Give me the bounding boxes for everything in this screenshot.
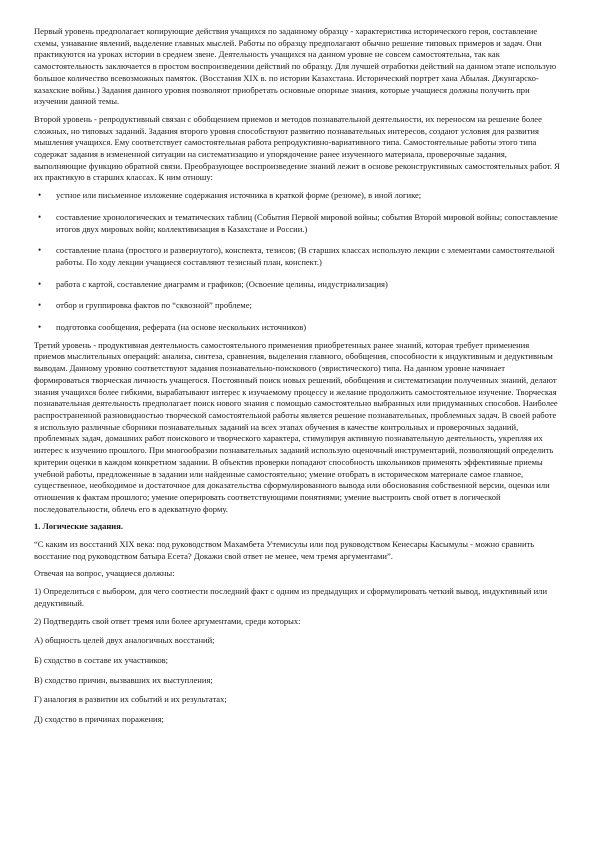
paragraph-level-one: Первый уровень предполагает копирующие действия учащихся по заданному образцу - характеристика исторического героя, составление схемы, узнавание явлений, выделение главных мыслей. Работы по образцу предполагают обычно решение типовых примеров и задач. Они практикуются на уроках истории в среднем звене. Деятельность учащихся на данном уровне не совсем самостоятельна, так как самостоятельность заключается в простом воспроизведении действий по образцу. Для лучшей отработки действий на данном этапе использую большое количество всевозможных памяток. (Восстания XIX в. по истории Казахстана. Исторический портрет хана Абылая. Джунгарско-казахские войны.) Задания данного уровня позволяют приобретать основные опорные знания, которые учащиеся должны получить при изучении данной темы. xyxy=(34,26,557,107)
list-item-text: составление хронологических и тематических таблиц (События Первой мировой войны; события Второй мировой войны; сопоставление итогов двух мировых войн; коллективизация в Казахстане и России.) xyxy=(56,211,558,234)
list-item-text: составление плана (простого и развернутого), конспекта, тезисов; (В старших классах использую лекции с элементами самостоятельной работы. По ходу лекции учащиеся составляют тезисный план, конспект.) xyxy=(56,245,555,267)
activity-list xyxy=(34,190,561,334)
bullet-icon: • xyxy=(38,278,42,289)
answer-option-v: В) сходство причин, вызвавших их выступления; xyxy=(34,674,213,685)
answer-intro: Отвечая на вопрос, учащиеся должны: xyxy=(34,568,175,579)
list-item xyxy=(34,190,561,202)
step-one: 1) Определиться с выбором, для чего соотнести последний факт с одним из предыдущих и сформулировать четкий вывод, индуктивный или дедуктивный. xyxy=(34,586,548,608)
list-item xyxy=(34,300,561,312)
list-item-text: подготовка сообщения, реферата (на основе нескольких источников) xyxy=(56,322,307,333)
list-item xyxy=(34,245,561,268)
bullet-icon: • xyxy=(38,211,42,222)
list-item-text: отбор и группировка фактов по “сквозной” проблеме; xyxy=(56,300,252,311)
list-item xyxy=(34,322,561,334)
answer-option-b: Б) сходство в составе их участников; xyxy=(34,654,169,665)
paragraph-level-two: Второй уровень - репродуктивный связан с обобщением приемов и методов познавательной деятельности, их переносом на решение более сложных, но типовых заданий. Задания второго уровня способствуют развитию познавательных интересов, создают условия для развития мышления учащихся. Ему соответствует самостоятельная работа репродуктивно-вариативного типа. Самостоятельные работы этого типа содержат задания в измененной ситуации на систематизацию и упорядочение ранее изученного материала, проверочные задания, выполняющие функцию обратной связи. Преобразующее воспроизведение знаний лежит в основе реконструктивных самостоятельных работ. Я их практикую в старших классах. К ним отношу: xyxy=(34,113,560,183)
document-page xyxy=(34,26,561,732)
answer-option-d: Д) сходство в причинах поражения; xyxy=(34,714,164,725)
list-item xyxy=(34,279,561,291)
bullet-icon: • xyxy=(38,322,42,333)
bullet-icon: • xyxy=(38,300,42,311)
bullet-icon: • xyxy=(38,190,42,201)
paragraph-level-three: Третий уровень - продуктивная деятельность самостоятельного применения приобретенных ранее знаний, которая требует применения приемов мыслительных операций: анализа, синтеза, сравнения, выделения главного, обобщения, способности к индуктивным и дедуктивным выводам. Данному уровню соответствуют задания познавательно-поискового (эвристического) типа. На данном уровне начинает формироваться творческая личность учащегося. Постоянный поиск новых решений, обобщения и систематизации полученных знаний, делают знания учащихся более гибкими, вырабатывают интерес к изучаемому процессу и желание продолжить самостоятельное изучение. Творческая познавательная деятельность предполагает поиск нового знания с помощью самостоятельно выбранных или придуманных способов. Наиболее распространенной разновидностью творческой самостоятельной работы является решение познавательных, проблемных задач. В своей работе я использую различные сборники познавательных заданий на всех этапах обучения в качестве контрольных и проверочных заданий, проблемных задач, домашних работ поискового и творческого характера, стимулируя активную познавательную деятельность, укрепляя их интерес к изучению прошлого. При многообразии познавательных заданий использую оценочный инструментарий, позволяющий определить критерии оценки в каждом конкретном задании. В объектив проверки попадают способность школьников применять эффективные приемы учебной работы, предложенные в задании или найденные самостоятельно; умение отобрать в историческом материале самое главное, существенное, необходимое и достаточное для доказательства сформулированного вывода или обоснования собственной версии, оценки или отношения к фактам прошлого; умение оперировать соответствующими понятиями; умение выстроить свой ответ в логической последовательности, облечь его в адекватную форму. xyxy=(34,339,558,514)
answer-option-g: Г) аналогия в развитии их событий и их результатах; xyxy=(34,694,227,705)
step-two: 2) Подтвердить свой ответ тремя или более аргументами, среди которых: xyxy=(34,615,301,626)
bullet-icon: • xyxy=(38,245,42,256)
list-item xyxy=(34,212,561,235)
section-heading: 1. Логические задания. xyxy=(34,521,123,532)
answer-option-a: А) общность целей двух аналогичных восстаний; xyxy=(34,635,215,646)
question-text: “С каким из восстаний XIX века: под руководством Махамбета Утемисулы или под руководством Кенесары Касымулы - можно сравнить восстание под руководством батыра Есета? Докажи свой ответ не менее, чем тремя аргументами”. xyxy=(34,539,535,561)
list-item-text: работа с картой, составление диаграмм и графиков; (Освоение целины, индустриализация) xyxy=(56,278,388,289)
list-item-text: устное или письменное изложение содержания источника в краткой форме (резюме), в иной логике; xyxy=(56,190,422,201)
